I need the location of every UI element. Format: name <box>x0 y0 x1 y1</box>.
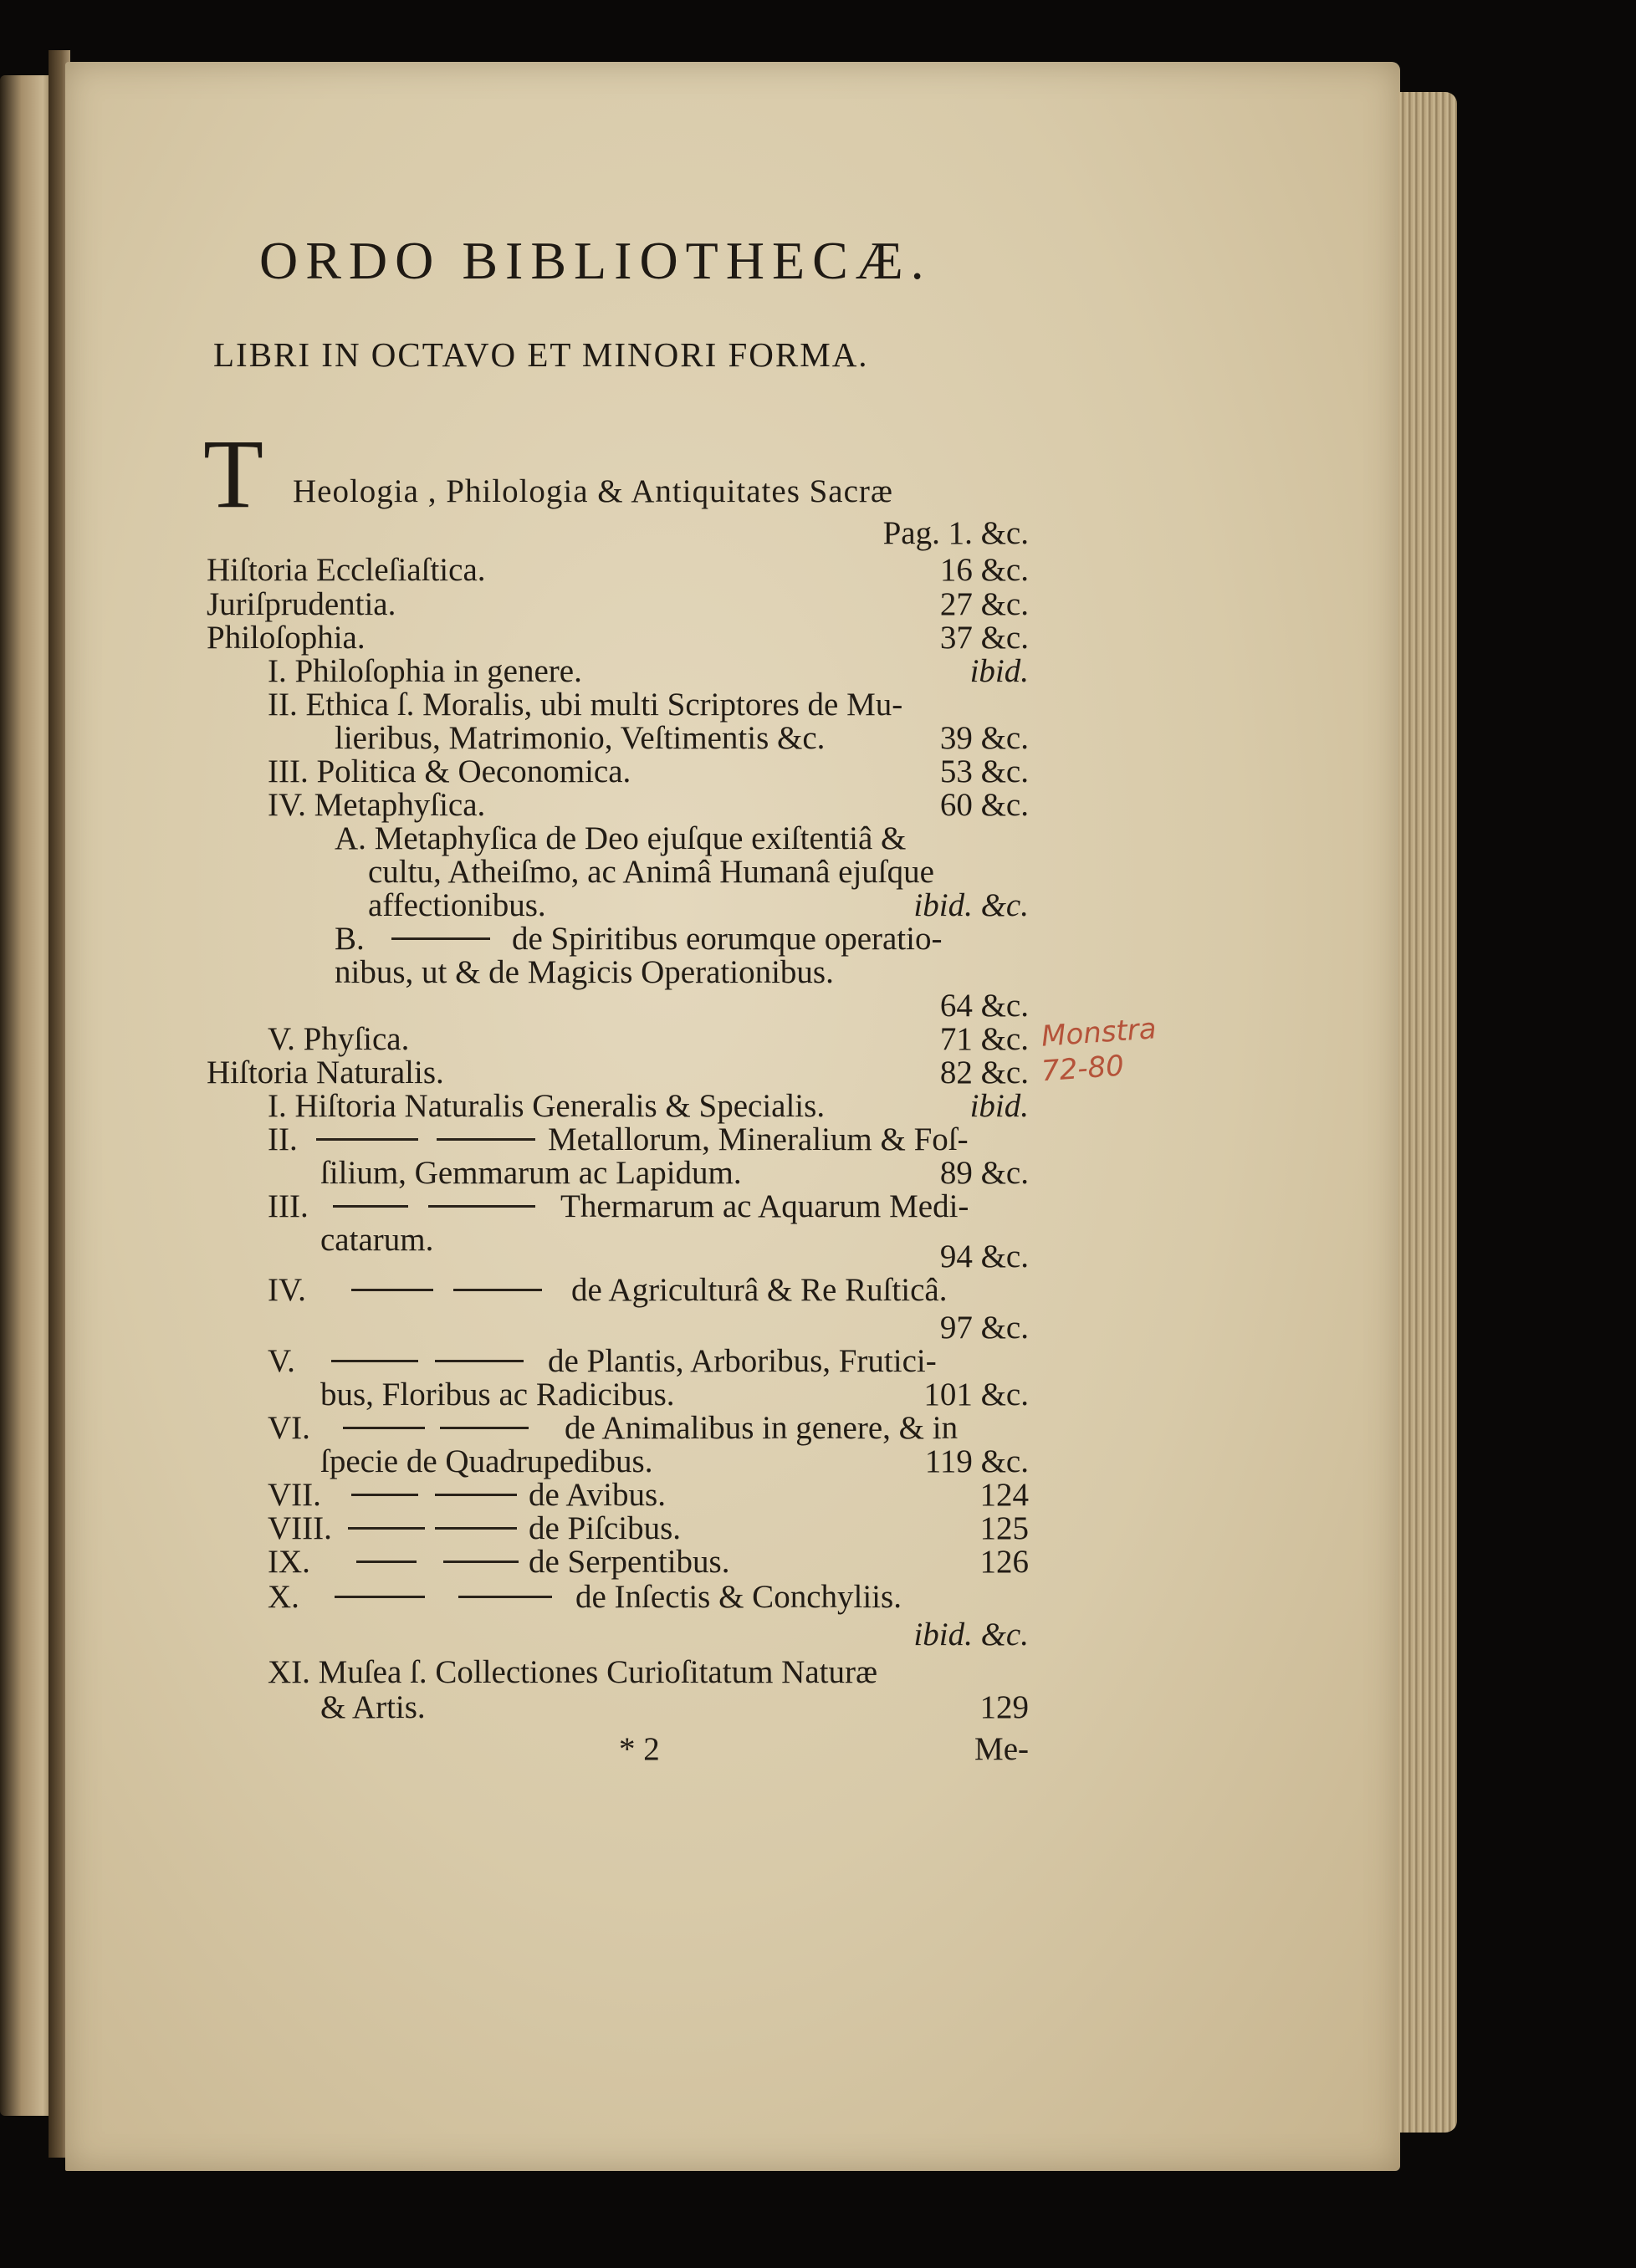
entry-page: 60 &c. <box>939 787 1029 823</box>
entry-page: 39 &c. <box>939 720 1029 756</box>
ditto-rule <box>391 937 490 940</box>
entry-text: & Artis. <box>320 1689 426 1725</box>
ditto-rule <box>343 1427 425 1429</box>
entry-text: III. Politica & Oeconomica. <box>268 753 631 789</box>
entry-text: VIII. <box>268 1510 332 1546</box>
ditto-rule <box>351 1289 433 1291</box>
drop-cap: T <box>203 419 264 529</box>
entry-text-continued: Metallorum, Mineralium & Foſ- <box>548 1121 969 1157</box>
entry-text: VI. <box>268 1410 310 1446</box>
entry-page: 82 &c. <box>939 1055 1029 1091</box>
entry-text: cultu, Atheiſmo, ac Animâ Humanâ ejuſque <box>368 854 934 890</box>
entry-text: Hiſtoria Eccleſiaſtica. <box>207 552 486 588</box>
ditto-rule <box>443 1561 519 1563</box>
entry-page: 94 &c. <box>939 1239 1029 1274</box>
intro-page-ref: Pag. 1. &c. <box>882 515 1029 551</box>
intro-line: Heologia , Philologia & Antiquitates Sacræ <box>293 473 893 509</box>
entry-text: ſilium, Gemmarum ac Lapidum. <box>320 1155 742 1191</box>
ditto-rule <box>440 1427 529 1429</box>
entry-page: 126 <box>979 1544 1029 1580</box>
entry-text: I. Philoſophia in genere. <box>268 653 582 689</box>
entry-page: ibid. <box>969 653 1029 689</box>
ditto-rule <box>335 1596 425 1598</box>
entry-page: 16 &c. <box>939 552 1029 588</box>
entry-text: II. Ethica ſ. Moralis, ubi multi Scriptores de Mu- <box>268 687 903 723</box>
entry-text: A. Metaphyſica de Deo ejuſque exiſtentiâ & <box>335 820 907 856</box>
entry-text: Hiſtoria Naturalis. <box>207 1055 444 1091</box>
ditto-rule <box>435 1527 517 1530</box>
entry-text-continued: de Animalibus in genere, & in <box>565 1410 959 1446</box>
entry-page: 97 &c. <box>939 1310 1029 1346</box>
entry-text: B. <box>335 921 365 957</box>
left-page-edge <box>0 75 54 2116</box>
entry-text-continued: de Agriculturâ & Re Ruſticâ. <box>571 1272 948 1308</box>
entry-text-continued: de Avibus. <box>529 1477 666 1513</box>
entry-text-continued: de Plantis, Arboribus, Frutici- <box>548 1343 937 1379</box>
entry-text-continued: Thermarum ac Aquarum Medi- <box>560 1188 969 1224</box>
ditto-rule <box>453 1289 542 1291</box>
entry-page: 119 &c. <box>924 1443 1029 1479</box>
page-title: ORDO BIBLIOTHECÆ. <box>259 231 932 290</box>
ditto-rule <box>348 1527 425 1530</box>
entry-text: II. <box>268 1121 298 1157</box>
catchword: Me- <box>974 1731 1029 1767</box>
ditto-rule <box>333 1205 408 1208</box>
entry-text: bus, Floribus ac Radicibus. <box>320 1377 675 1412</box>
entry-text: X. <box>268 1579 299 1615</box>
entry-page: ibid. &c. <box>913 887 1029 923</box>
entry-text: Juriſprudentia. <box>207 586 396 622</box>
entry-text: nibus, ut & de Magicis Operationibus. <box>335 954 834 990</box>
entry-text: ſpecie de Quadrupedibus. <box>320 1443 653 1479</box>
signature-mark: * 2 <box>619 1731 660 1767</box>
entry-text: V. Phyſica. <box>268 1021 410 1057</box>
ditto-rule <box>435 1494 517 1496</box>
entry-page: 71 &c. <box>939 1021 1029 1057</box>
ditto-rule <box>435 1360 524 1362</box>
page-fore-edge <box>1398 92 1457 2133</box>
entry-text: XI. Muſea ſ. Collectiones Curioſitatum Naturæ <box>268 1654 877 1690</box>
entry-page: ibid. <box>969 1088 1029 1124</box>
entry-text-continued: de Serpentibus. <box>529 1544 730 1580</box>
entry-text: Philoſophia. <box>207 620 366 656</box>
entry-page: 27 &c. <box>939 586 1029 622</box>
entry-text: IV. Metaphyſica. <box>268 787 486 823</box>
entry-text: I. Hiſtoria Naturalis Generalis & Specialis. <box>268 1088 826 1124</box>
entry-text: IV. <box>268 1272 306 1308</box>
ditto-rule <box>437 1138 535 1141</box>
entry-page: 89 &c. <box>939 1155 1029 1191</box>
entry-text: IX. <box>268 1544 310 1580</box>
entry-text: III. <box>268 1188 309 1224</box>
handwritten-note: 72-80 <box>1040 1049 1126 1089</box>
entry-page: 37 &c. <box>939 620 1029 656</box>
entry-page: 64 &c. <box>939 988 1029 1024</box>
ditto-rule <box>356 1561 417 1563</box>
entry-page: 129 <box>979 1689 1029 1725</box>
entry-page: ibid. &c. <box>913 1617 1029 1652</box>
ditto-rule <box>316 1138 418 1141</box>
entry-page: 53 &c. <box>939 753 1029 789</box>
entry-page: 124 <box>979 1477 1029 1513</box>
entry-text: affectionibus. <box>368 887 546 923</box>
entry-text-continued: de Piſcibus. <box>529 1510 681 1546</box>
handwritten-note: Monstra <box>1040 1012 1158 1054</box>
entry-text: VII. <box>268 1477 321 1513</box>
ditto-rule <box>351 1494 418 1496</box>
entry-text-continued: de Spiritibus eorumque operatio- <box>512 921 943 957</box>
entry-page: 101 &c. <box>923 1377 1029 1412</box>
ditto-rule <box>331 1360 418 1362</box>
entry-page: 125 <box>979 1510 1029 1546</box>
entry-text: catarum. <box>320 1222 434 1258</box>
ditto-rule <box>458 1596 552 1598</box>
entry-text-continued: de Inſectis & Conchyliis. <box>575 1579 902 1615</box>
page-subtitle: LIBRI IN OCTAVO ET MINORI FORMA. <box>213 335 869 374</box>
ditto-rule <box>428 1205 535 1208</box>
entry-text: V. <box>268 1343 295 1379</box>
entry-text: lieribus, Matrimonio, Veſtimentis &c. <box>335 720 826 756</box>
